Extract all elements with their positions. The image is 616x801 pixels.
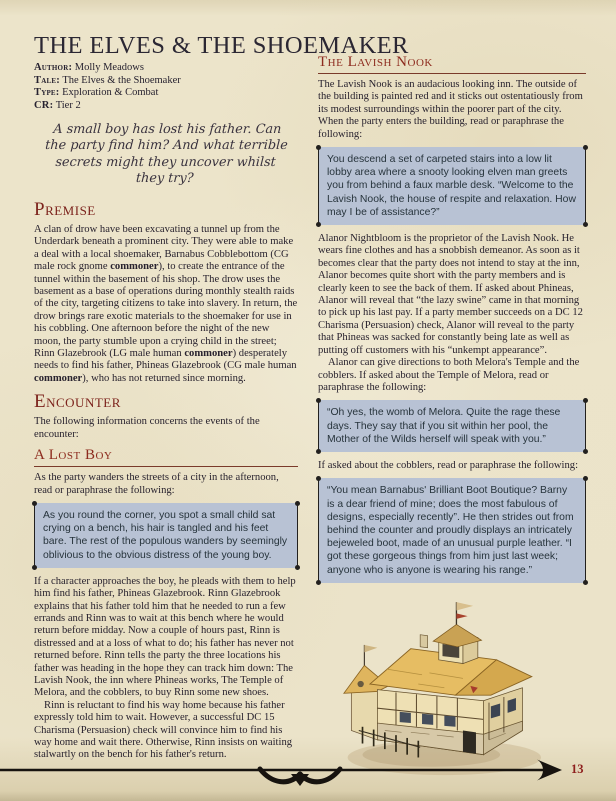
meta-value: Tier 2: [55, 99, 81, 111]
meta-label: CR:: [34, 99, 54, 111]
page-title: THE ELVES & THE SHOEMAKER: [34, 32, 409, 59]
lost-boy-heading: A Lost Boy: [34, 447, 298, 467]
read-aloud-text: “Oh yes, the womb of Melora. Quite the rage these days. They say that if you sit within her pool, the Mother of the Wilds herself will speak with you.”: [327, 406, 577, 446]
meta-label: Type:: [34, 87, 60, 99]
meta-label: Author:: [34, 62, 73, 73]
premise-heading: Premise: [34, 199, 96, 220]
tagline: A small boy has lost his father. Can the party find him? And what terrible secrets might they uncover whilst they try?: [44, 122, 289, 187]
read-aloud-text: As you round the corner, you spot a small child sat crying on a bench, his hair is tangled and his feet bare. The rest of the populous wanders by seemingly oblivious to the obvious distress of the young boy.: [43, 509, 288, 561]
left-column: [34, 62, 298, 768]
lost-boy-paragraph-2: Rinn is reluctant to find his way home because his father expressly told him to wait. However, a successful DC 15 Charisma (Persuasion) check will convince him to find his way home and wait there. Otherwise, Rinn insists on waiting stalwartly on the bench for his father's return.: [34, 699, 293, 761]
read-aloud-box-temple: [318, 400, 586, 452]
page-bottom-edge: [0, 791, 616, 801]
read-aloud-text: “You mean Barnabus' Brilliant Boot Boutique? Barny is a dear friend of mine; does the most fabulous of designs, especially recently”. He then strides out from behind the counter and proudly displays an intricately bejeweled boot, made of an unusual purple leather. “I got these gorgeous things from him just last week; anyone who is anyone is wearing his range.”: [327, 484, 577, 576]
alanor-paragraph-2: Alanor can give directions to both Melora's Temple and the cobblers. If asked about the Temple of Melora, read or paraphrase the following:: [318, 357, 580, 393]
meta-value: Exploration & Combat: [62, 87, 159, 99]
meta-row-cr: [34, 100, 298, 113]
adventure-meta: [34, 62, 298, 112]
footer-ornament: [0, 753, 616, 793]
right-column: [318, 54, 586, 777]
meta-row-type: [34, 87, 298, 100]
alanor-paragraph-1: Alanor Nightbloom is the proprietor of the Lavish Nook. He wears fine clothes and has a snobbish demeanor. As soon as it becomes clear that the party does not intend to stay at the inn, Alanor becomes quite short with the party members and is clearly keen to see the back of them. If asked about Phineas, Alanor will reveal that “the lazy swine” came in that morning to pick up his last pay. If a party member succeeds on a DC 12 Charisma (Persuasion) check, Alanor will reveal to the party that Phineas was sacked for constantly being late as well as putting off customers with his “unkempt appearance”.: [318, 233, 583, 356]
inn-illustration: [324, 591, 574, 777]
meta-label: Tale:: [34, 74, 60, 86]
meta-row-author: [34, 62, 298, 75]
read-aloud-box-lost-boy: [34, 503, 298, 568]
lost-boy-lead: As the party wanders the streets of a city in the afternoon, read or paraphrase the following:: [34, 472, 279, 496]
premise-text: A clan of drow have been excavating a tunnel up from the Underdark beneath a prominent city. They were able to make a deal with a local shoemaker, Barnabus Cobblebottom (CG male rock gnome commoner), to create the entrance of the tunnel within the basement of his shop. The drow uses the basement as a base of operations during monthly stealth raids of the city, targeting citizens to take into slavery. In return, the drow brings rare exotic materials to the shoemaker for use in his cobbling. One afternoon before the night of the new moon, the party stumble upon a crying child in the street; Rinn Glazebrook (LG male human commoner) desperately needs to find his father, Phineas Glazebrook (CG male human commoner), who has not returned since morning.: [34, 224, 298, 384]
page-number: 13: [571, 762, 584, 776]
meta-value: Molly Meadows: [74, 62, 144, 73]
lavish-nook-heading: The Lavish Nook: [318, 54, 586, 74]
lavish-nook-lead: The Lavish Nook is an audacious looking inn. The outside of the building is painted red and it sticks out ostentatiously from its modest surroundings within the poorer part of the city. When the party enters the building, read or paraphrase the following:: [318, 79, 583, 140]
lost-boy-paragraph-1: If a character approaches the boy, he pleads with them to help him find his father, Phineas Glazebrook. Rinn Glazebrook explains that his father told him that he needed to run a few errands and Rinn was to wait at this bench where he would return before midday. Now a couple of hours past, Rinn is distressed and at a loss of what to do; his father has never not returned before. Rinn tells the party the three locations his father was heading in the hope they can track him down: The Lavish Nook, the inn where Phineas works, The Temple of Melora, and the cobblers, to buy Rinn some new shoes.: [34, 575, 296, 699]
encounter-heading: Encounter: [34, 391, 121, 413]
encounter-intro: The following information concerns the events of the encounter:: [34, 416, 260, 440]
read-aloud-box-cobblers: [318, 478, 586, 582]
meta-value: The Elves & the Shoemaker: [62, 74, 181, 86]
read-aloud-box-lobby: [318, 147, 586, 225]
read-aloud-text: You descend a set of carpeted stairs into a low lit lobby area where a snooty looking elven man greets you from behind a faux marble desk. “Welcome to the Lavish Nook, the house of respite and relaxation. How may I be of assistance?”: [327, 154, 576, 218]
cobblers-paragraph: If asked about the cobblers, read or paraphrase the following:: [318, 459, 579, 471]
meta-row-tale: [34, 75, 298, 88]
